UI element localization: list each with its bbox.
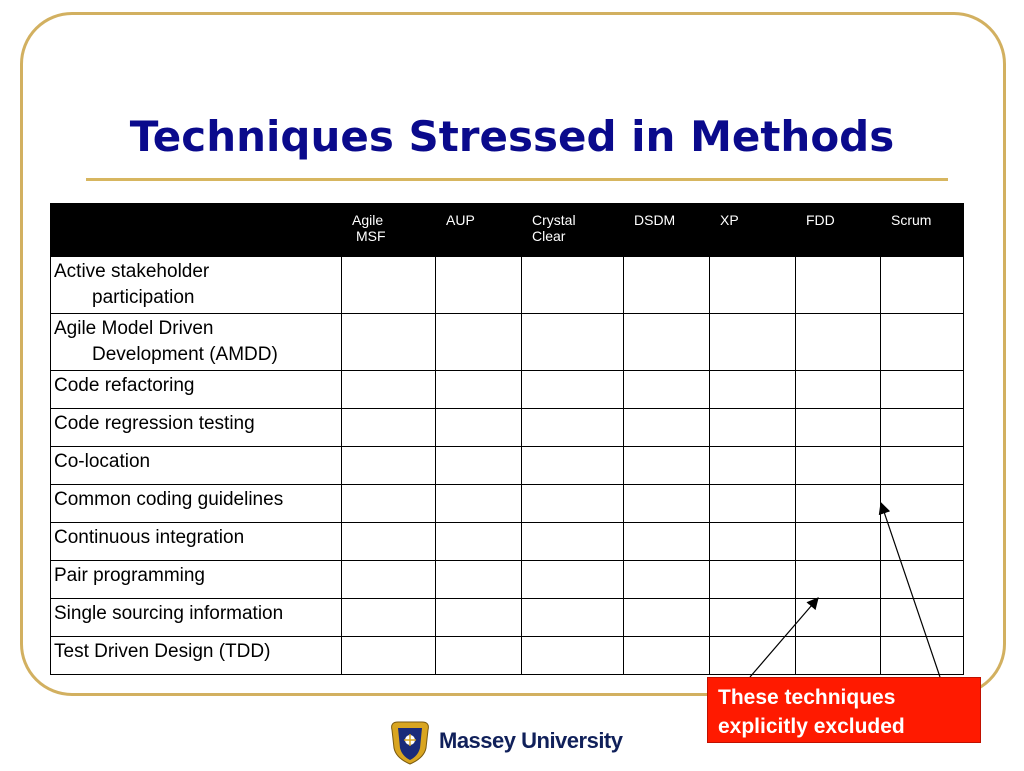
method-cell-empty (881, 523, 964, 561)
method-cell-empty (710, 409, 796, 447)
method-cell-empty (881, 637, 964, 675)
table-row (51, 637, 964, 675)
table-row (51, 257, 964, 314)
method-cell-empty (624, 561, 710, 599)
method-cell-shaded (522, 523, 624, 561)
method-cell-shaded (522, 257, 624, 314)
method-cell-empty (881, 409, 964, 447)
callout-line-2: explicitly excluded (718, 715, 905, 738)
method-cell-shaded (436, 637, 522, 675)
table-row (51, 561, 964, 599)
technique-label (51, 257, 342, 314)
technique-label-line: Common coding guidelines (54, 489, 284, 510)
method-cell-empty (624, 371, 710, 409)
method-cell-shaded (436, 314, 522, 371)
method-cell-empty (342, 523, 436, 561)
method-cell-empty (522, 485, 624, 523)
technique-label-line: Continuous integration (54, 527, 245, 548)
method-cell-shaded (710, 523, 796, 561)
method-cell-shaded (796, 523, 881, 561)
method-cell-empty (881, 561, 964, 599)
method-cell-empty (796, 637, 881, 675)
method-cell-empty (710, 599, 796, 637)
method-cell-shaded (710, 257, 796, 314)
techniques-table (50, 203, 964, 675)
column-header-line: DSDM (634, 212, 676, 228)
method-cell-empty (710, 447, 796, 485)
technique-label (51, 637, 342, 675)
method-cell-empty (522, 371, 624, 409)
method-cell-empty (436, 409, 522, 447)
technique-label-line: Single sourcing information (54, 603, 284, 624)
column-header-line: FDD (806, 212, 835, 228)
method-cell-empty (436, 257, 522, 314)
method-cell-empty (342, 485, 436, 523)
table-row (51, 371, 964, 409)
column-header (881, 204, 964, 257)
callout-line-1: These techniques (718, 686, 896, 709)
column-header-line: XP (720, 212, 739, 228)
method-cell-empty (436, 523, 522, 561)
method-cell-shaded (710, 637, 796, 675)
method-cell-shaded (522, 599, 624, 637)
technique-label-line: Pair programming (54, 565, 205, 586)
technique-label (51, 447, 342, 485)
method-cell-shaded (522, 447, 624, 485)
technique-label-line: Development (AMDD) (92, 344, 278, 365)
technique-label-line: Co-location (54, 451, 151, 472)
method-cell-empty (796, 257, 881, 314)
method-cell-shaded (522, 637, 624, 675)
technique-label-line: Code refactoring (54, 375, 195, 396)
technique-label-line: Test Driven Design (TDD) (54, 641, 271, 662)
method-cell-shaded (710, 561, 796, 599)
method-cell-empty (624, 409, 710, 447)
column-header (342, 204, 436, 257)
method-cell-empty (710, 314, 796, 371)
technique-label (51, 409, 342, 447)
column-header-line: Clear (532, 228, 566, 244)
method-cell-shaded (624, 637, 710, 675)
method-cell-empty (881, 599, 964, 637)
column-header (624, 204, 710, 257)
technique-label (51, 599, 342, 637)
method-cell-empty (881, 485, 964, 523)
method-cell-empty (436, 485, 522, 523)
method-cell-shaded (796, 599, 881, 637)
method-cell-empty (881, 314, 964, 371)
method-cell-shaded (881, 447, 964, 485)
column-header (436, 204, 522, 257)
column-header-line: AUP (446, 212, 475, 228)
technique-label (51, 561, 342, 599)
column-header-line: Scrum (891, 212, 932, 228)
slide-title: Techniques Stressed in Methods (129, 112, 895, 161)
excluded-callout (707, 677, 981, 743)
method-cell-shaded (624, 257, 710, 314)
method-cell-shaded (796, 314, 881, 371)
logo-text: Massey University (439, 728, 623, 753)
method-cell-shaded (624, 314, 710, 371)
method-cell-empty (342, 561, 436, 599)
table-row (51, 485, 964, 523)
column-header-line: MSF (356, 228, 386, 244)
method-cell-empty (881, 371, 964, 409)
header-empty-cell (51, 204, 342, 257)
column-header (522, 204, 624, 257)
technique-label-line: Code regression testing (54, 413, 255, 434)
method-cell-empty (624, 447, 710, 485)
method-cell-shaded (436, 599, 522, 637)
technique-label (51, 523, 342, 561)
crest-icon (386, 716, 434, 766)
method-cell-empty (796, 409, 881, 447)
method-cell-empty (342, 371, 436, 409)
method-cell-empty (342, 314, 436, 371)
table-row (51, 447, 964, 485)
method-cell-empty (796, 447, 881, 485)
method-cell-shaded (881, 257, 964, 314)
technique-label (51, 371, 342, 409)
method-cell-empty (624, 485, 710, 523)
method-cell-empty (436, 561, 522, 599)
column-header-line: Crystal (532, 212, 576, 228)
method-cell-empty (522, 314, 624, 371)
table-row (51, 523, 964, 561)
column-header-line: Agile (352, 212, 384, 228)
method-cell-empty (796, 371, 881, 409)
title-underline (86, 178, 948, 181)
technique-label (51, 314, 342, 371)
table-row (51, 314, 964, 371)
column-header (710, 204, 796, 257)
technique-label-line: Agile Model Driven (54, 318, 214, 339)
massey-logo (386, 716, 626, 766)
method-cell-empty (342, 447, 436, 485)
method-cell-shaded (710, 485, 796, 523)
method-cell-shaded (522, 409, 624, 447)
method-cell-empty (436, 447, 522, 485)
table-row (51, 409, 964, 447)
method-cell-empty (624, 599, 710, 637)
table-header-row (51, 204, 964, 257)
method-cell-light (624, 523, 710, 561)
method-cell-shaded (342, 257, 436, 314)
technique-label-line: participation (92, 287, 195, 308)
method-cell-empty (522, 561, 624, 599)
column-header (796, 204, 881, 257)
technique-label-line: Active stakeholder (54, 261, 210, 282)
method-cell-shaded (342, 599, 436, 637)
method-cell-excluded (796, 485, 881, 523)
method-cell-empty (436, 371, 522, 409)
method-cell-shaded (710, 371, 796, 409)
technique-label (51, 485, 342, 523)
table-row (51, 599, 964, 637)
method-cell-empty (342, 637, 436, 675)
method-cell-empty (342, 409, 436, 447)
method-cell-excluded (796, 561, 881, 599)
